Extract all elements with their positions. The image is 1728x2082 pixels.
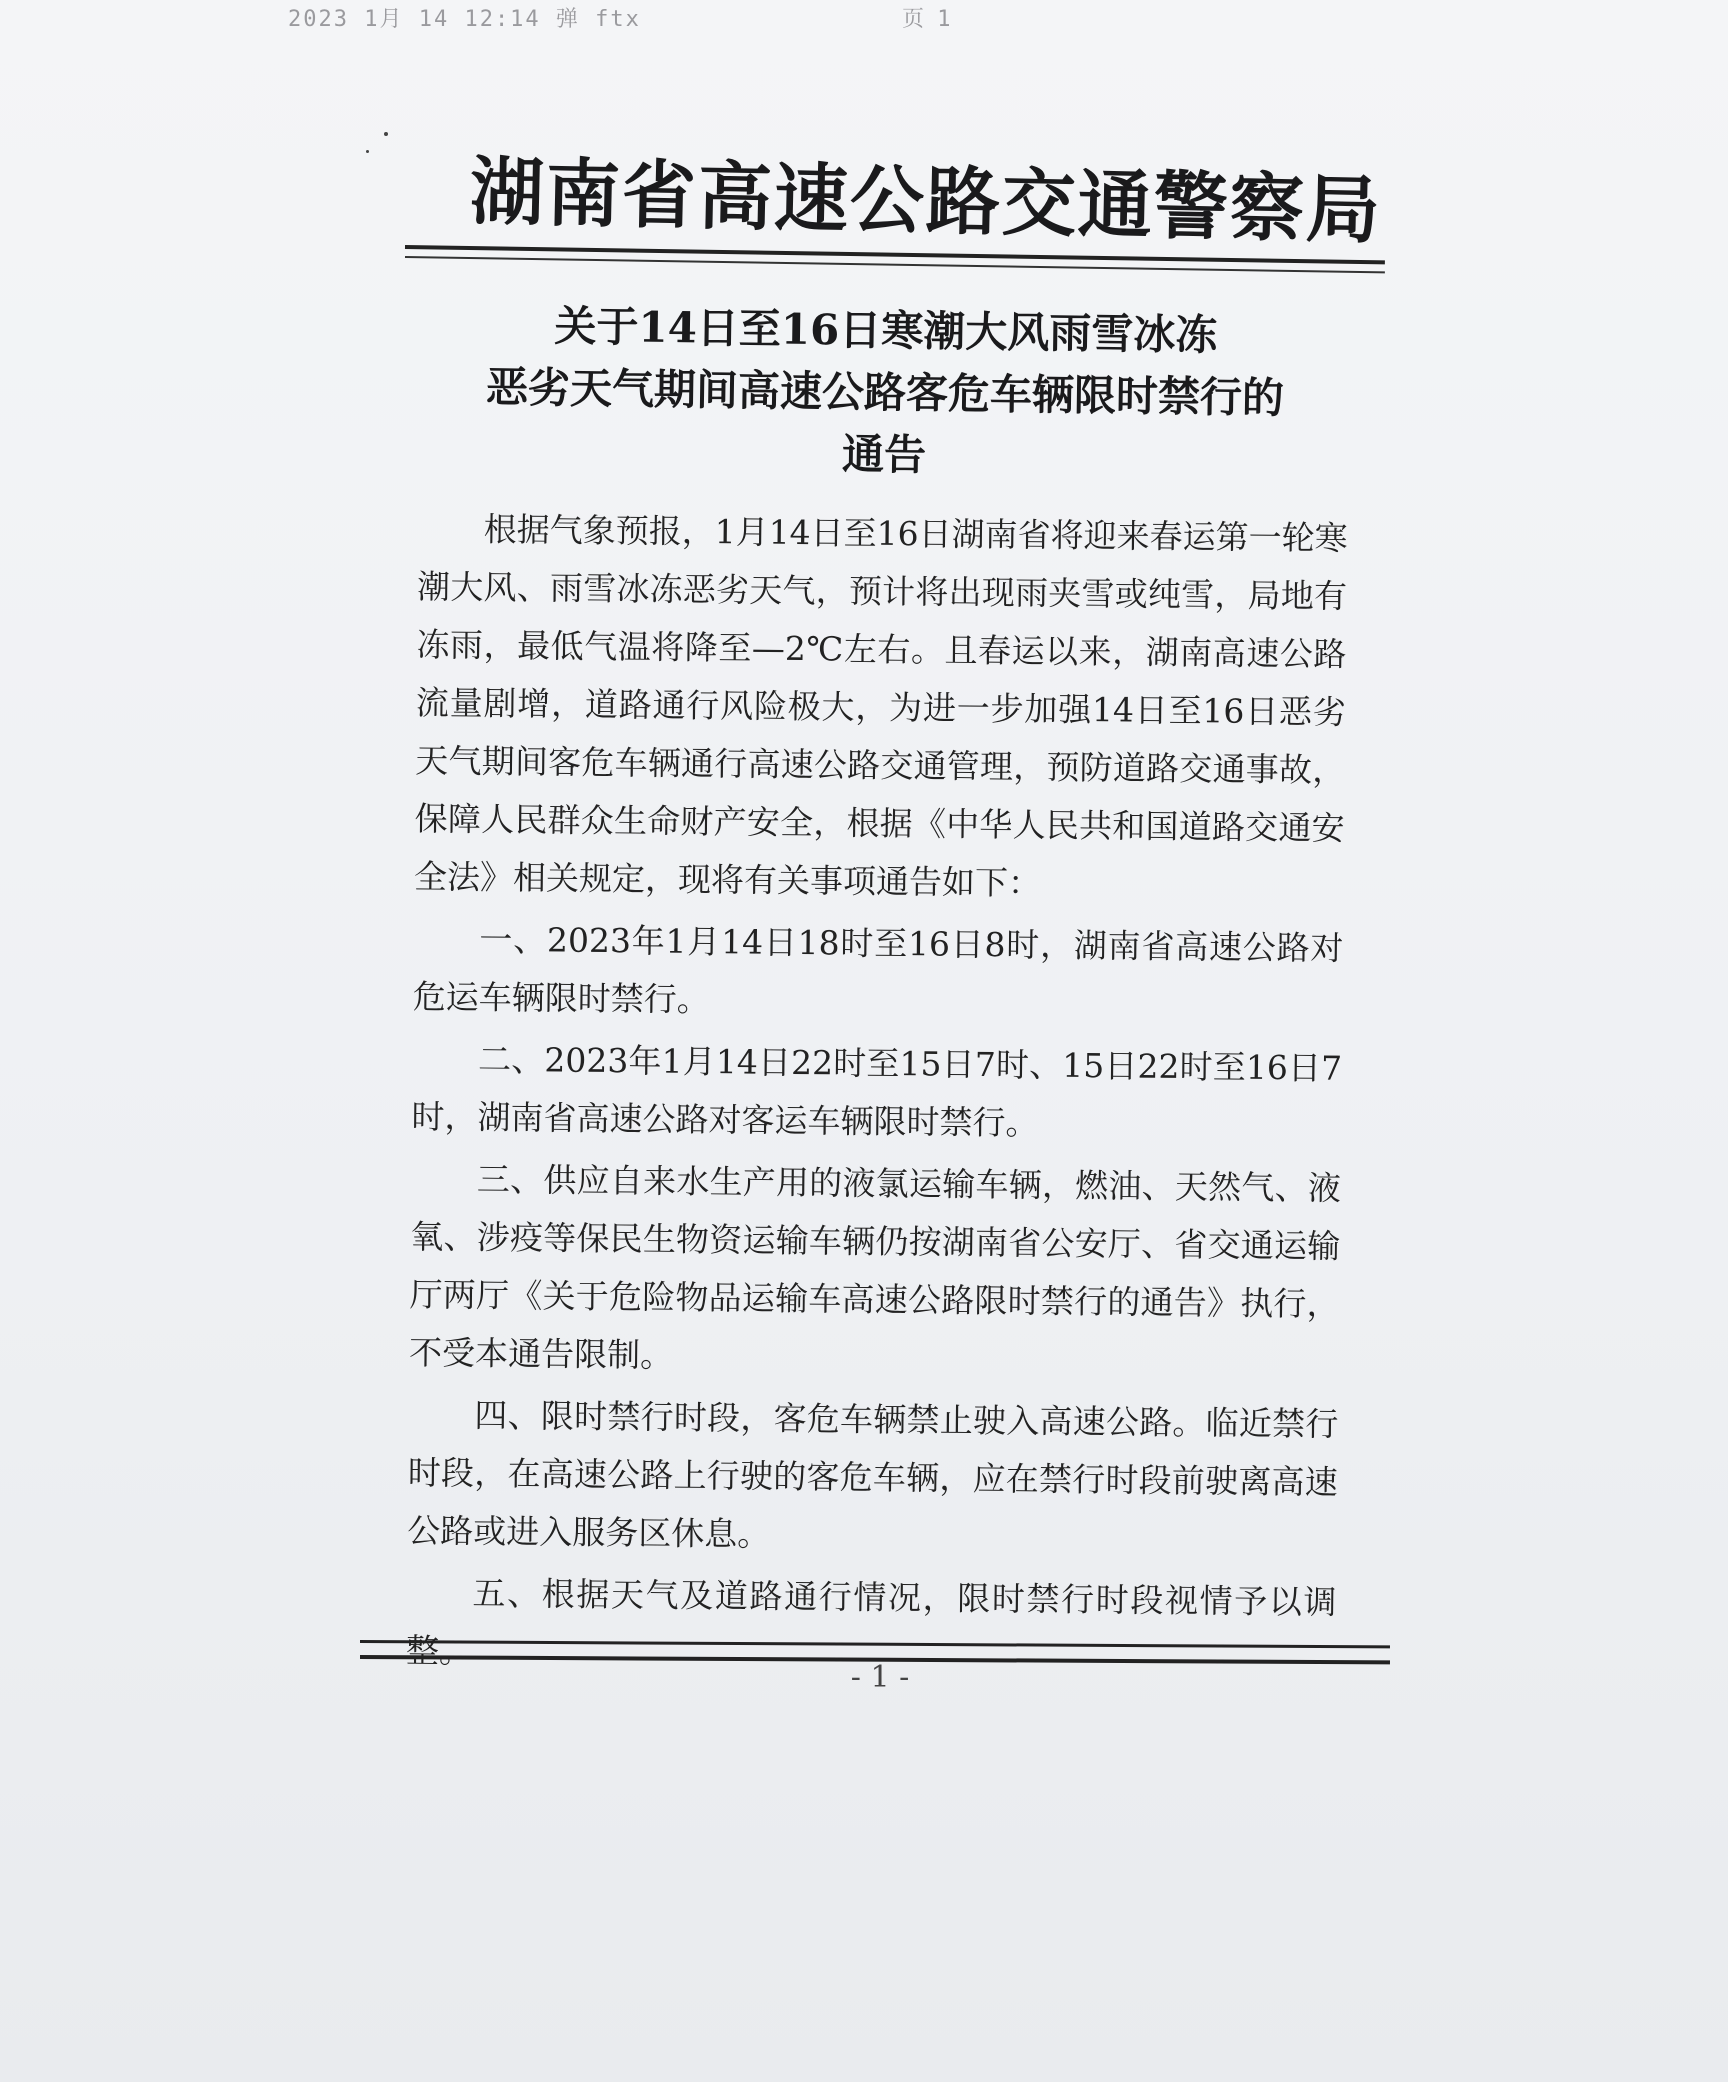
fax-header-right: 页 1: [902, 7, 951, 32]
paragraph-item-2: 二、2023年1月14日22时至15日7时、15日22时至16日7时，湖南省高速公路对客运车辆限时禁行。: [411, 1039, 1343, 1143]
org-name: 湖南省高速公路交通警察局: [469, 149, 1383, 255]
notice-title: [429, 294, 1342, 493]
paragraph-item-5: 五、根据天气及道路通行情况，限时禁行时段视情予以调整。: [405, 1573, 1337, 1671]
paragraph-item-1: 一、2023年1月14日18时至16日8时，湖南省高速公路对危运车辆限时禁行。: [412, 919, 1344, 1020]
title-line: 恶劣天气期间高速公路客危车辆限时禁行的: [485, 362, 1285, 423]
paragraph-item-4: 四、限时禁行时段，客危车辆禁止驶入高速公路。临近禁行时段，在高速公路上行驶的客危车辆，应在禁行时段前驶离高速公路或进入服务区休息。: [407, 1395, 1339, 1554]
title-line: 通告: [841, 429, 927, 480]
fax-header-left: 2023 1月 14 12:14 弹 ftx: [288, 7, 641, 32]
page-number: - 1 -: [850, 1660, 910, 1695]
paragraph-intro: 根据气象预报，1月14日至16日湖南省将迎来春运第一轮寒潮大风、雨雪冰冻恶劣天气，预计将出现雨夹雪或纯雪，局地有冻雨，最低气温将降至—2℃左右。且春运以来，湖南高速公路流量剧增，道路通行风险极大，为进一步加强14日至16日恶劣天气期间客危车辆通行高速公路交通管理，预防道路交通事故，保障人民群众生命财产安全，根据《中华人民共和国道路交通安全法》相关规定，现将有关事项通告如下：: [413, 509, 1348, 903]
paragraph-item-3: 三、供应自来水生产用的液氯运输车辆，燃油、天然气、液氧、涉疫等保民生物资运输车辆仍按湖南省公安厅、省交通运输厅两厅《关于危险物品运输车高速公路限时禁行的通告》执行，不受本通告限制。: [408, 1159, 1342, 1375]
notice-body: [406, 500, 1348, 1690]
title-line: 关于14日至16日寒潮大风雨雪冰冻: [554, 301, 1218, 360]
